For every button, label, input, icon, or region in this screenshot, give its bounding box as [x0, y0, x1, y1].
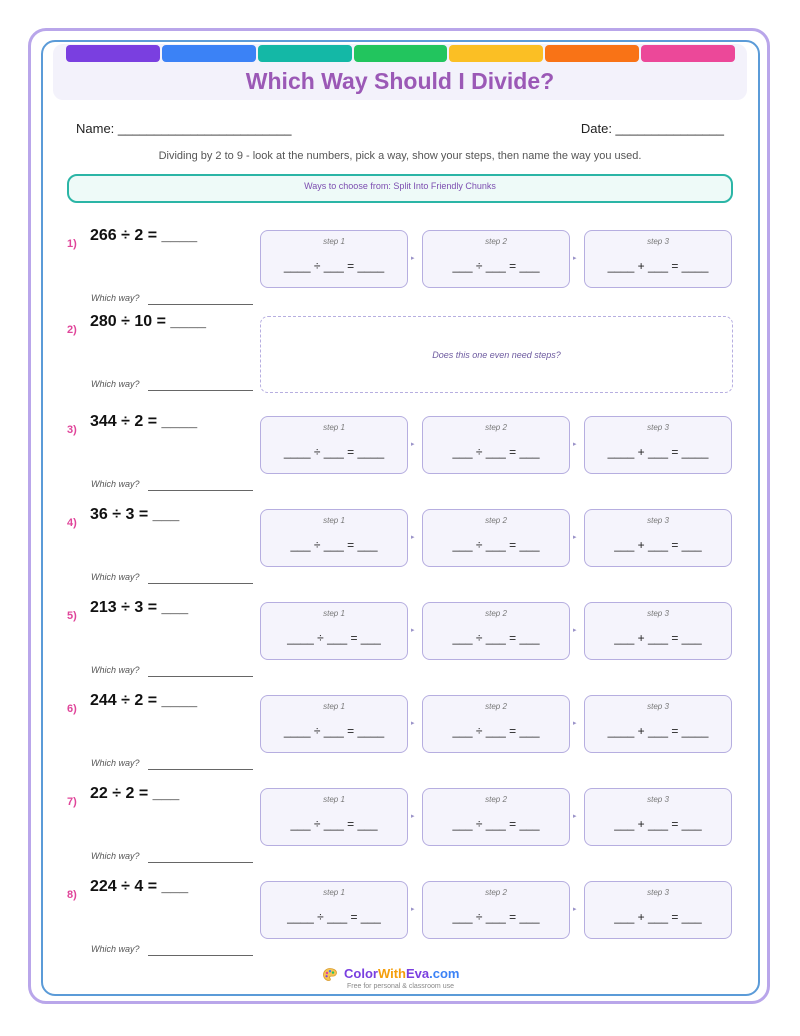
arrow-icon: ▸ — [411, 813, 415, 820]
brand-eva: Eva — [406, 966, 430, 981]
step-box[interactable] — [422, 230, 570, 288]
problem-expression: 244 ÷ 2 = ____ — [90, 692, 198, 709]
footer-tagline: Free for personal & classroom use — [347, 983, 454, 990]
step-box[interactable] — [584, 416, 732, 474]
problem-row — [0, 785, 800, 881]
name-field[interactable]: Name: ________________________ — [76, 121, 292, 136]
rainbow-segment — [66, 45, 160, 62]
step-label: step 3 — [647, 702, 669, 711]
problem-number: 8) — [67, 889, 77, 901]
step-box[interactable] — [260, 881, 408, 939]
step-equation: ___ + ___ = ___ — [614, 631, 702, 645]
which-way-answer-line[interactable] — [148, 955, 253, 956]
page-title: Which Way Should I Divide? — [245, 68, 555, 94]
arrow-icon: ▸ — [411, 441, 415, 448]
arrow-icon: ▸ — [573, 813, 577, 820]
step-equation: ____ ÷ ___ = ___ — [287, 910, 381, 924]
step-box[interactable] — [422, 416, 570, 474]
problem-row — [0, 599, 800, 695]
step-equation: ___ ÷ ___ = ___ — [452, 631, 540, 645]
problem-expression: 213 ÷ 3 = ___ — [90, 599, 189, 616]
problem-number: 6) — [67, 703, 77, 715]
arrow-icon: ▸ — [411, 255, 415, 262]
arrow-icon: ▸ — [573, 255, 577, 262]
step-label: step 2 — [485, 702, 507, 711]
problem-expression: 224 ÷ 4 = ___ — [90, 878, 189, 895]
step-label: step 2 — [485, 609, 507, 618]
step-box[interactable] — [422, 881, 570, 939]
which-way-label: Which way? — [91, 293, 140, 303]
step-box[interactable] — [422, 788, 570, 846]
step-equation: ___ ÷ ___ = ___ — [452, 538, 540, 552]
step-equation: ____ ÷ ___ = ____ — [283, 259, 385, 273]
arrow-icon: ▸ — [573, 627, 577, 634]
brand-with: With — [377, 966, 406, 981]
step-equation: ____ + ___ = ____ — [607, 259, 709, 273]
step-label: step 1 — [323, 237, 345, 246]
brand-color: Color — [344, 966, 378, 981]
problem-expression: 266 ÷ 2 = ____ — [90, 227, 198, 244]
step-equation: ____ ÷ ___ = ____ — [283, 724, 385, 738]
which-way-label: Which way? — [91, 758, 140, 768]
problem-expression: 344 ÷ 2 = ____ — [90, 413, 198, 430]
problem-row — [0, 227, 800, 323]
step-equation: ____ + ___ = ____ — [607, 724, 709, 738]
instructions: Dividing by 2 to 9 - look at the numbers, pick a way, show your steps, then name the way you used. — [158, 150, 642, 162]
step-label: step 2 — [485, 888, 507, 897]
arrow-icon: ▸ — [573, 906, 577, 913]
problem-expression: 280 ÷ 10 = ____ — [90, 313, 206, 330]
rainbow-segment — [641, 45, 735, 62]
footer-brand — [322, 966, 459, 983]
step-box[interactable] — [584, 230, 732, 288]
problem-row — [0, 692, 800, 788]
step-box[interactable] — [260, 788, 408, 846]
arrow-icon: ▸ — [411, 720, 415, 727]
step-box[interactable] — [260, 230, 408, 288]
problem-number: 3) — [67, 424, 77, 436]
rainbow-segment — [545, 45, 639, 62]
step-label: step 3 — [647, 795, 669, 804]
rainbow-segment — [258, 45, 352, 62]
arrow-icon: ▸ — [573, 534, 577, 541]
step-box[interactable] — [584, 788, 732, 846]
step-equation: ___ ÷ ___ = ___ — [452, 259, 540, 273]
step-label: step 1 — [323, 516, 345, 525]
which-way-label: Which way? — [91, 665, 140, 675]
step-label: step 2 — [485, 795, 507, 804]
palette-icon — [322, 967, 338, 983]
which-way-answer-line[interactable] — [148, 676, 253, 677]
step-label: step 3 — [647, 609, 669, 618]
step-equation: ___ ÷ ___ = ___ — [452, 724, 540, 738]
step-box[interactable] — [422, 509, 570, 567]
problem-row — [0, 413, 800, 509]
no-steps-box[interactable]: Does this one even need steps? — [260, 316, 733, 393]
step-label: step 1 — [323, 609, 345, 618]
step-equation: ___ + ___ = ___ — [614, 538, 702, 552]
date-field[interactable]: Date: _______________ — [580, 121, 724, 136]
which-way-answer-line[interactable] — [148, 390, 253, 391]
problem-number: 7) — [67, 796, 77, 808]
step-box[interactable] — [584, 602, 732, 660]
ways-text: Ways to choose from: Split Into Friendly Chunks — [304, 181, 496, 191]
which-way-label: Which way? — [91, 944, 140, 954]
step-equation: ___ ÷ ___ = ___ — [290, 817, 378, 831]
which-way-answer-line[interactable] — [148, 769, 253, 770]
step-equation: ____ ÷ ___ = ____ — [283, 445, 385, 459]
brand-com: .com — [429, 966, 460, 981]
step-label: step 1 — [323, 423, 345, 432]
step-equation: ___ + ___ = ___ — [614, 910, 702, 924]
rainbow-bar — [66, 45, 735, 62]
ways-box — [67, 174, 733, 203]
step-box[interactable] — [260, 416, 408, 474]
arrow-icon: ▸ — [573, 441, 577, 448]
rainbow-segment — [449, 45, 543, 62]
problem-row — [0, 878, 800, 974]
step-box[interactable] — [584, 695, 732, 753]
step-equation: ___ ÷ ___ = ___ — [290, 538, 378, 552]
problem-row — [0, 313, 800, 409]
which-way-label: Which way? — [91, 572, 140, 582]
problem-row — [0, 506, 800, 602]
step-box[interactable] — [260, 509, 408, 567]
step-label: step 2 — [485, 423, 507, 432]
step-box[interactable] — [422, 602, 570, 660]
step-equation: ___ ÷ ___ = ___ — [452, 445, 540, 459]
step-box[interactable] — [584, 509, 732, 567]
which-way-answer-line[interactable] — [148, 862, 253, 863]
step-box[interactable] — [422, 695, 570, 753]
arrow-icon: ▸ — [411, 534, 415, 541]
which-way-answer-line[interactable] — [148, 304, 253, 305]
rainbow-segment — [162, 45, 256, 62]
which-way-label: Which way? — [91, 851, 140, 861]
which-way-label: Which way? — [91, 479, 140, 489]
step-label: step 1 — [323, 795, 345, 804]
which-way-label: Which way? — [91, 379, 140, 389]
step-label: step 3 — [647, 423, 669, 432]
problem-number: 5) — [67, 610, 77, 622]
rainbow-segment — [354, 45, 448, 62]
step-label: step 3 — [647, 237, 669, 246]
step-label: step 3 — [647, 888, 669, 897]
step-equation: ___ ÷ ___ = ___ — [452, 817, 540, 831]
arrow-icon: ▸ — [411, 627, 415, 634]
step-equation: ___ ÷ ___ = ___ — [452, 910, 540, 924]
step-equation: ____ ÷ ___ = ___ — [287, 631, 381, 645]
step-label: step 2 — [485, 237, 507, 246]
step-label: step 1 — [323, 888, 345, 897]
problem-number: 2) — [67, 324, 77, 336]
arrow-icon: ▸ — [411, 906, 415, 913]
which-way-answer-line[interactable] — [148, 583, 253, 584]
step-equation: ___ + ___ = ___ — [614, 817, 702, 831]
step-label: step 3 — [647, 516, 669, 525]
problem-expression: 36 ÷ 3 = ___ — [90, 506, 180, 523]
step-box[interactable] — [260, 695, 408, 753]
step-label: step 2 — [485, 516, 507, 525]
which-way-answer-line[interactable] — [148, 490, 253, 491]
step-box[interactable] — [260, 602, 408, 660]
problem-number: 1) — [67, 238, 77, 250]
problem-number: 4) — [67, 517, 77, 529]
step-equation: ____ + ___ = ____ — [607, 445, 709, 459]
problem-expression: 22 ÷ 2 = ___ — [90, 785, 180, 802]
arrow-icon: ▸ — [573, 720, 577, 727]
step-box[interactable] — [584, 881, 732, 939]
step-label: step 1 — [323, 702, 345, 711]
